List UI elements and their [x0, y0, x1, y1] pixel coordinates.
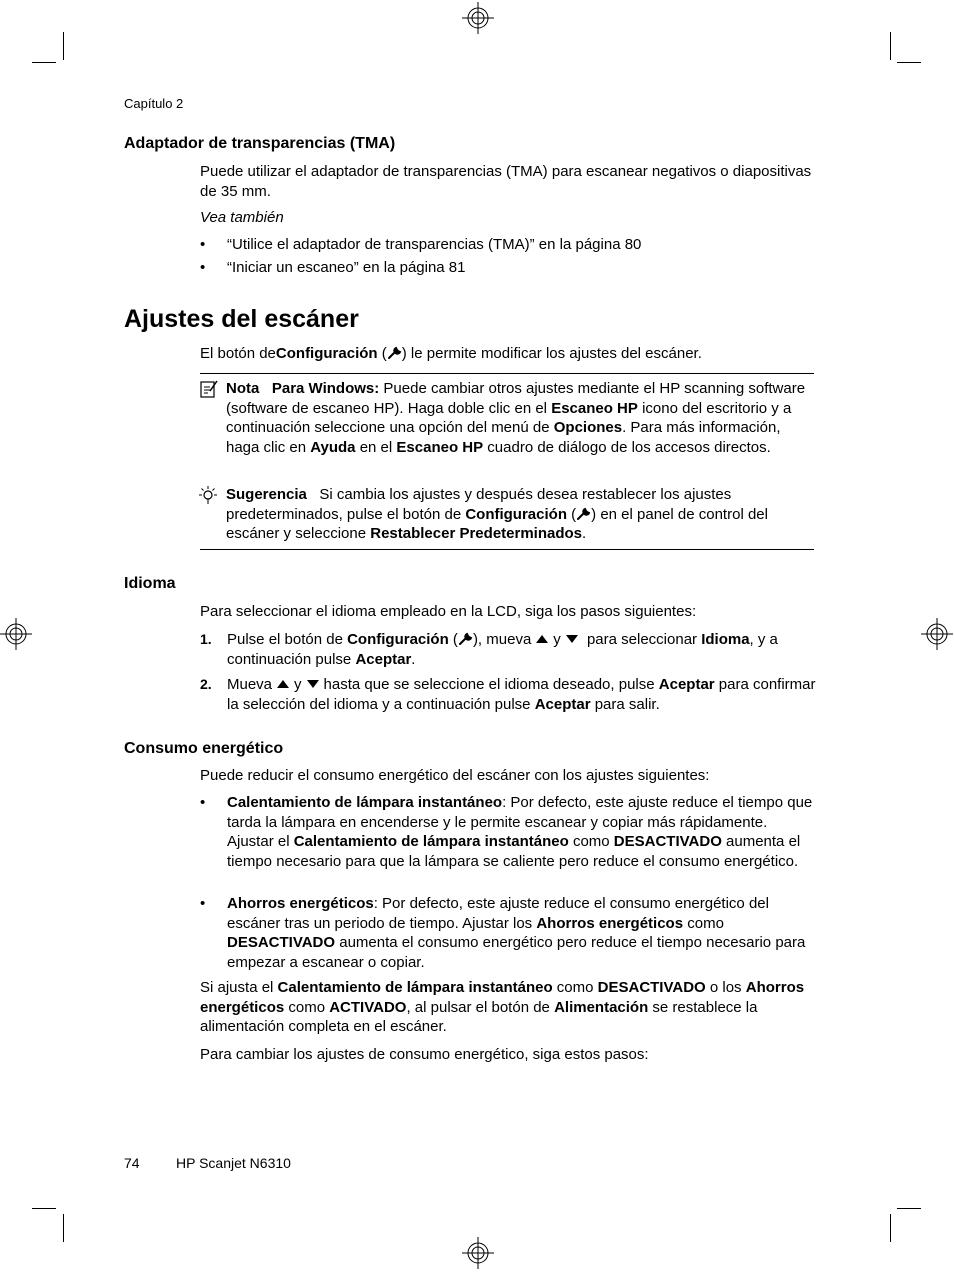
see-also-label: Vea también — [200, 209, 284, 226]
arrow-up-icon — [536, 635, 548, 643]
crop-mark — [897, 1208, 921, 1209]
crop-mark — [897, 62, 921, 63]
step-text: Mueva y hasta que se seleccione el idioma deseado, pulse Aceptar para confirmar la selección del idioma y a continuación pulse Aceptar para salir. — [227, 676, 816, 713]
arrow-down-icon — [566, 635, 578, 643]
registration-mark-icon — [921, 618, 953, 650]
energy-paragraph: Si ajusta el Calentamiento de lámpara instantáneo como DESACTIVADO o los Ahorros energéticos como ACTIVADO, al pulsar el botón de Alimentación se restablece la alimentación completa en el escáner. — [200, 979, 805, 1035]
note-icon — [199, 379, 219, 399]
wrench-icon — [458, 632, 473, 646]
wrench-icon — [576, 507, 591, 521]
step-text: Pulse el botón de Configuración ( ), mueva y para seleccionar Idioma, y a continuación pulse Aceptar. — [227, 631, 778, 668]
crop-mark — [63, 32, 64, 60]
tma-intro: Puede utilizar el adaptador de transparencias (TMA) para escanear negativos o diapositivas de 35 mm. — [200, 163, 812, 200]
section-title-tma: Adaptador de transparencias (TMA) — [124, 135, 396, 152]
registration-mark-icon — [0, 618, 32, 650]
registration-mark-icon — [462, 1237, 494, 1269]
step-number: 1. — [200, 631, 212, 647]
page-number: 74 — [124, 1155, 140, 1171]
divider — [200, 373, 814, 374]
crop-mark — [63, 1214, 64, 1242]
link-text[interactable]: “Iniciar un escaneo” en la página 81 — [227, 259, 466, 276]
link-text[interactable]: “Utilice el adaptador de transparencias (TMA)” en la página 80 — [227, 236, 642, 253]
product-name: HP Scanjet N6310 — [176, 1155, 291, 1171]
energy-intro: Puede reducir el consumo energético del escáner con los ajustes siguientes: — [200, 767, 710, 784]
section-title-language: Idioma — [124, 575, 176, 592]
tip-text: Sugerencia Si cambia los ajustes y después desea restablecer los ajustes predeterminados, pulse el botón de Configuración ( ) en el panel de control del escáner y seleccione Restablecer Predeterminados. — [226, 486, 768, 542]
step-number: 2. — [200, 676, 212, 692]
chapter-label: Capítulo 2 — [124, 96, 184, 111]
tip-lightbulb-icon — [198, 485, 218, 507]
page-title: Ajustes del escáner — [124, 305, 359, 333]
divider — [200, 549, 814, 550]
note-text: Nota Para Windows: Puede cambiar otros ajustes mediante el HP scanning software (software de escaneo HP). Haga doble clic en el Escaneo HP icono del escritorio y a continuación seleccione una opción del menú de Opciones. Para más información, haga clic en Ayuda en el Escaneo HP cuadro de diálogo de los accesos directos. — [226, 380, 806, 456]
crop-mark — [32, 62, 56, 63]
language-intro: Para seleccionar el idioma empleado en la LCD, siga los pasos siguientes: — [200, 603, 697, 620]
arrow-up-icon — [277, 680, 289, 688]
wrench-icon — [387, 346, 402, 360]
crop-mark — [32, 1208, 56, 1209]
section-title-energy: Consumo energético — [124, 740, 284, 757]
settings-intro: El botón deConfiguración ( ) le permite modificar los ajustes del escáner. — [200, 345, 702, 362]
energy-closing: Para cambiar los ajustes de consumo energético, siga estos pasos: — [200, 1046, 649, 1063]
crop-mark — [890, 32, 891, 60]
arrow-down-icon — [307, 680, 319, 688]
registration-mark-icon — [462, 2, 494, 34]
crop-mark — [890, 1214, 891, 1242]
